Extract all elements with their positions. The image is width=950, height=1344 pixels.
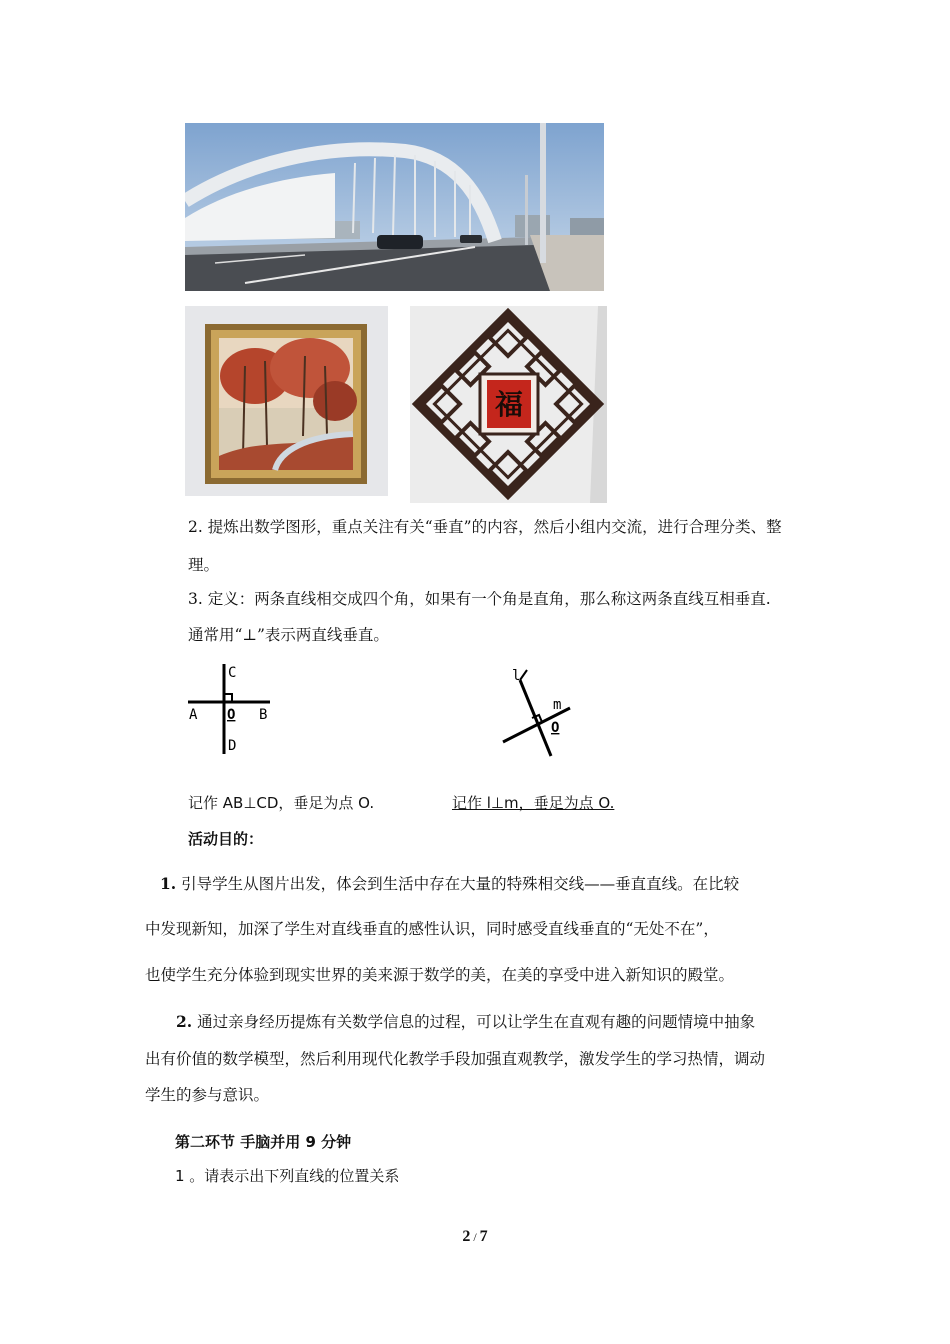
purpose-1-line2: 中发现新知，加深了学生对直线垂直的感性认识，同时感受直线垂直的“无处不在”， bbox=[145, 920, 719, 938]
label-m: m bbox=[553, 697, 562, 713]
item-3-definition: 3. 定义：两条直线相交成四个角，如果有一个角是直角，那么称这两条直线互相垂直. bbox=[188, 590, 771, 608]
purpose-2-text: 通过亲身经历提炼有关数学信息的过程，可以让学生在直观有趣的问题情境中抽象 bbox=[197, 1013, 756, 1031]
figure-2-caption: 记作 l⊥m，垂足为点 O. bbox=[452, 794, 615, 812]
fu-decoration-photo bbox=[410, 306, 607, 503]
item-3-notation: 通常用“⊥”表示两直线垂直。 bbox=[188, 626, 389, 644]
label-o: O bbox=[227, 707, 236, 723]
page-current: 2 bbox=[462, 1228, 471, 1245]
label-o: O bbox=[551, 720, 560, 736]
purpose-2-number: 2. bbox=[176, 1012, 193, 1031]
page-total: 7 bbox=[479, 1228, 488, 1245]
item-2-line1: 2. 提炼出数学图形，重点关注有关“垂直”的内容，然后小组内交流，进行合理分类、整 bbox=[188, 518, 782, 536]
perpendicular-figure-ab-cd bbox=[186, 660, 282, 756]
label-b: B bbox=[259, 707, 268, 723]
purpose-1-text: 引导学生从图片出发，体会到生活中存在大量的特殊相交线——垂直直线。在比较 bbox=[181, 875, 740, 893]
section-2-title: 第二环节 手脑并用 9 分钟 bbox=[175, 1133, 352, 1151]
bridge-photo bbox=[185, 123, 604, 291]
framed-painting-photo bbox=[185, 306, 388, 496]
label-a: A bbox=[189, 707, 198, 723]
label-d: D bbox=[228, 738, 237, 754]
purpose-title: 活动目的： bbox=[188, 830, 264, 848]
item-2-line2: 理。 bbox=[188, 556, 220, 574]
purpose-1-line1 bbox=[160, 873, 739, 895]
section-2-item-1: 1 。请表示出下列直线的位置关系 bbox=[175, 1167, 400, 1185]
purpose-2-line1 bbox=[176, 1011, 755, 1033]
purpose-2-line2: 出有价值的数学模型，然后利用现代化教学手段加强直观教学，激发学生的学习热情，调动 bbox=[145, 1050, 766, 1068]
purpose-2-line3: 学生的参与意识。 bbox=[145, 1086, 270, 1104]
label-c: C bbox=[228, 665, 237, 681]
fu-character: 福 bbox=[494, 388, 524, 421]
purpose-1-number: 1. bbox=[160, 874, 177, 893]
label-l: l bbox=[512, 668, 521, 684]
page-separator: / bbox=[470, 1230, 480, 1244]
figure-1-caption: 记作 AB⊥CD，垂足为点 O. bbox=[188, 794, 375, 812]
perpendicular-figure-l-m bbox=[498, 664, 582, 760]
page-number bbox=[0, 1228, 950, 1246]
purpose-1-line3: 也使学生充分体验到现实世界的美来源于数学的美，在美的享受中进入新知识的殿堂。 bbox=[145, 966, 735, 984]
